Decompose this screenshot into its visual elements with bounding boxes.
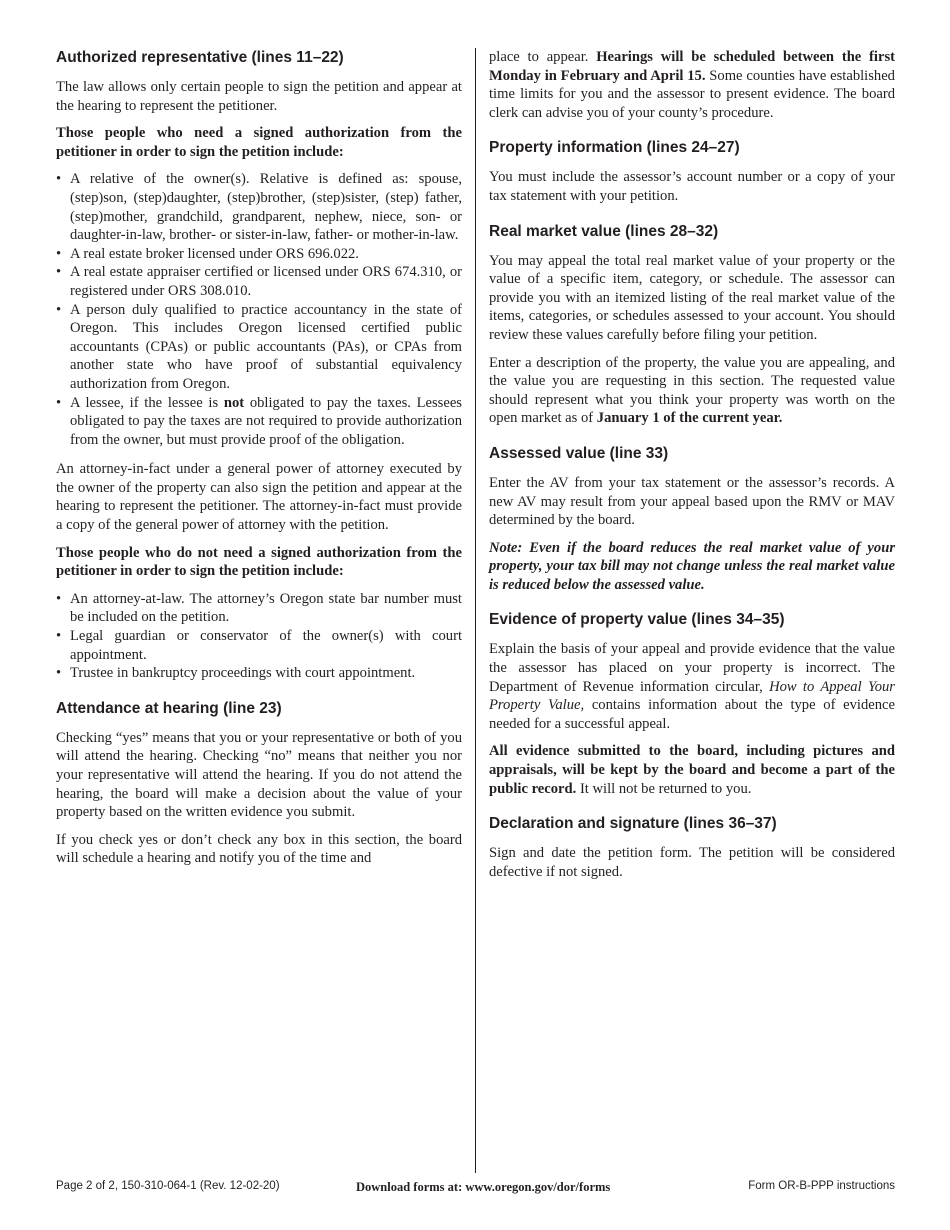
property-information-heading: Property information (lines 24–27) [489, 139, 740, 157]
property-information-paragraph: You must include the assessor’s account number or a copy of your tax statement with your petition. [489, 169, 895, 204]
lessee-text-rest: obligated to pay the taxes. Lessees obligated to pay the taxes are not required to provide authorization from the owner, but must provide proof of the obligation. [70, 394, 462, 448]
assessed-value-paragraph: Enter the AV from your tax statement or the assessor’s records. A new AV may result from your appeal based upon the RMV or MAV determined by the board. [489, 474, 895, 529]
list-item: • A real estate broker licensed under ORS 696.022. [56, 245, 462, 264]
continuation-text: place to appear. [489, 49, 597, 65]
footer-page-info: Page 2 of 2, 150-310-064-1 (Rev. 12-02-20) [56, 1180, 280, 1192]
lessee-not: not [223, 394, 245, 411]
declaration-paragraph: Sign and date the petition form. The petition will be considered defective if not signed. [489, 845, 895, 880]
list-item: • A person duly qualified to practice accountancy in the state of Oregon. This includes Oregon licensed certified public accountants (CPAs) or public accountants (PAs), or CPAs from another state who have proof of substantial equivalency authorization from Oregon. [56, 301, 462, 394]
list-item: • A real estate appraiser certified or licensed under ORS 674.310, or registered under ORS 308.010. [56, 263, 462, 300]
list-item: • An attorney-at-law. The attorney’s Oregon state bar number must be included on the petition. [56, 590, 462, 627]
attendance-paragraph-1: Checking “yes” means that you or your representative or both of you will attend the hearing. Checking “no” means that neither you nor your representative will attend the hearing. If you do not attend the hearing, the board will make a decision about the value of your property based on the written evidence you submit. [56, 729, 462, 821]
need-authorization-heading: Those people who need a signed authorization from the petitioner in order to sign the petition include: [56, 125, 462, 160]
attorney-in-fact-paragraph: An attorney-in-fact under a general power of attorney executed by the owner of the property can also sign the petition and appear at the hearing to represent the petitioner. The attorney-in-fact must provide a copy of the general power of attorney with the petition. [56, 461, 462, 534]
list-item: • A relative of the owner(s). Relative is defined as: spouse, (step)son, (step)daughter, (step)brother, (step)sister, (step) father, (step)mother, grandchild, grandparent, nephew, niece, son- or daughter-in-law, brother- or sister-in-law, father- or mother-in-law. [56, 170, 462, 244]
page-footer [56, 1180, 895, 1196]
list-item: • Trustee in bankruptcy proceedings with court appointment. [56, 664, 462, 683]
authorized-representative-heading: Authorized representative (lines 11–22) [56, 49, 344, 66]
list-item [56, 394, 462, 450]
circular-title: How to Appeal Your Property Value, [489, 678, 895, 714]
right-column [489, 48, 895, 890]
rmv-description-text: Enter a description of the property, the value you are appealing, and the value you are requesting in this section. The requested value should represent what you think your property was worth on the open market as of [489, 354, 895, 427]
evidence-not-returned: It will not be returned to you. [576, 780, 752, 797]
list-item: • Legal guardian or conservator of the owner(s) with court appointment. [56, 627, 462, 664]
evidence-heading: Evidence of property value (lines 34–35) [489, 611, 785, 629]
evidence-paragraph-1 [489, 640, 895, 733]
evidence-text-rest: contains information about the type of evidence needed for a successful appeal. [489, 697, 895, 732]
lessee-text: A lessee, if the lessee is [70, 394, 224, 411]
authorized-intro: The law allows only certain people to sign the petition and appear at the hearing to represent the petitioner. [56, 79, 462, 114]
real-market-value-paragraph-2 [489, 354, 895, 428]
real-market-value-paragraph-1: You may appeal the total real market value of your property or the value of a specific item, category, or schedule. The assessor can provide you with an itemized listing of the real market value of the items, categories, or schedules assessed to your account. You should review these values carefully before filing your petition. [489, 252, 895, 343]
real-market-value-heading: Real market value (lines 28–32) [489, 222, 719, 240]
rmv-date: January 1 of the current year. [596, 410, 783, 427]
assessed-value-note: Note: Even if the board reduces the real market value of your property, your tax bill may not change unless the real market value is reduced below the assessed value. [489, 539, 895, 593]
no-authorization-list [56, 590, 462, 683]
footer-download-link: Download forms at: www.oregon.gov/dor/forms [356, 1180, 611, 1194]
column-divider [475, 48, 476, 1173]
attendance-paragraph-2: If you check yes or don’t check any box in this section, the board will schedule a hearing and notify you of the time and [56, 831, 462, 867]
continuation-text-rest: Some counties have established time limits for you and the assessor to present evidence. The board clerk can advise you of your county’s procedure. [489, 67, 895, 121]
declaration-heading: Declaration and signature (lines 36–37) [489, 815, 777, 833]
hearing-continuation [489, 48, 895, 122]
no-authorization-heading: Those people who do not need a signed authorization from the petitioner in order to sign the petition include: [56, 544, 462, 580]
evidence-text: Explain the basis of your appeal and provide evidence that the value the assessor has placed on your property is incorrect. The Department of Revenue information circular, [489, 641, 895, 695]
evidence-paragraph-2 [489, 742, 895, 798]
need-authorization-list [56, 170, 462, 449]
hearing-dates: Hearings will be scheduled between the first Monday in February and April 15. [489, 49, 895, 84]
attendance-heading: Attendance at hearing (line 23) [56, 699, 282, 717]
left-column [56, 48, 462, 877]
evidence-public-record: All evidence submitted to the board, including pictures and appraisals, will be kept by the board and become a part of the public record. [489, 743, 895, 797]
footer-form-name: Form OR-B-PPP instructions [748, 1180, 895, 1192]
assessed-value-heading: Assessed value (line 33) [489, 444, 669, 462]
